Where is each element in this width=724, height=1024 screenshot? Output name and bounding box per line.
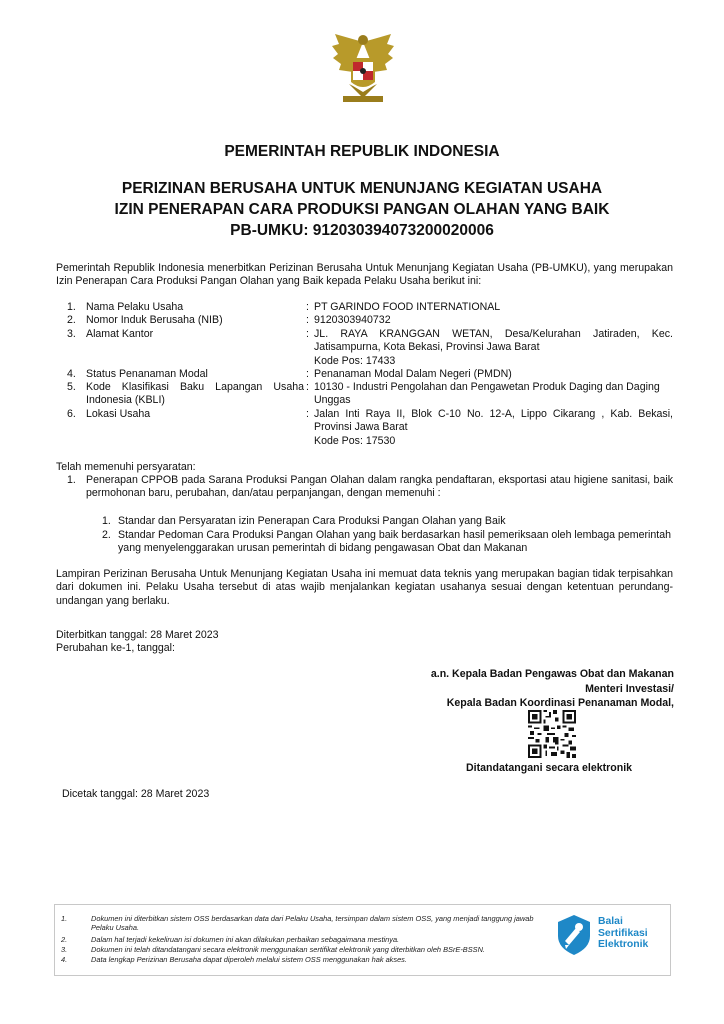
change-date: Perubahan ke-1, tanggal: — [56, 642, 175, 654]
item-number: 3. — [67, 328, 76, 340]
colon: : — [306, 314, 309, 326]
bsre-logo-text — [598, 916, 648, 951]
item-value-kbli — [306, 381, 673, 408]
nib-number: 9120303940732 — [314, 314, 391, 326]
footnote-number: 3. — [61, 945, 68, 954]
requirements-heading: Telah memenuhi persyaratan: — [56, 461, 196, 473]
investment-status: Penanaman Modal Dalam Negeri (PMDN) — [314, 368, 512, 380]
pb-umku-number: PB-UMKU: 912030394073200020006 — [230, 222, 494, 239]
bsre-line3: Elektronik — [598, 939, 649, 950]
sub-requirement-number: 2. — [102, 529, 111, 541]
footnote-number: 4. — [61, 955, 68, 964]
footnote-text: Dokumen ini telah ditandatangani secara elektronik menggunakan sertifikat elektronik yang diterbitkan oleh BSrE-BSSN. — [91, 945, 485, 954]
office-address: JL. RAYA KRANGGAN WETAN, Desa/Kelurahan Jatiraden, Kec. Jatisampurna, Kota Bekasi, Provinsi Jawa Barat — [314, 328, 673, 354]
document-title-line1: PERIZINAN BERUSAHA UNTUK MENUNJANG KEGIATAN USAHA — [121, 180, 603, 197]
colon: : — [306, 301, 309, 313]
signatory-line2: Menteri Investasi/ — [585, 683, 674, 695]
item-label-nib: Nomor Induk Berusaha (NIB) — [86, 314, 223, 326]
footnote-text: Data lengkap Perizinan Berusaha dapat diperoleh melalui sistem OSS menggunakan hak akses. — [91, 955, 407, 964]
sub-requirement-text: Standar dan Persyaratan izin Penerapan Cara Produksi Pangan Olahan yang Baik — [118, 515, 506, 527]
colon: : — [306, 381, 309, 393]
qr-code-icon — [528, 710, 576, 758]
electronic-signature-note: Ditandatangani secara elektronik — [466, 762, 633, 774]
item-number: 1. — [67, 301, 76, 313]
office-postal-code: Kode Pos: 17433 — [314, 354, 396, 367]
item-value-status — [306, 368, 673, 381]
intro-paragraph: Pemerintah Republik Indonesia menerbitkan Perizinan Berusaha Untuk Menunjang Kegiatan Usaha (PB-UMKU), yang merupakan Izin Penerapan Cara Produksi Pangan Olahan yang Baik kepada Pelaku Usaha berikut ini: — [56, 262, 673, 288]
bsre-logo-icon — [556, 914, 592, 956]
business-location: Jalan Inti Raya II, Blok C-10 No. 12-A, Lippo Cikarang , Kab. Bekasi, Provinsi Jawa Barat — [314, 408, 673, 434]
footnote-number: 1. — [61, 914, 68, 923]
footnote-number: 2. — [61, 935, 68, 944]
bsre-line2: Sertifikasi — [598, 927, 648, 939]
item-label-kbli: Kode Klasifikasi Baku Lapangan Usaha Indonesia (KBLI) — [86, 381, 304, 407]
item-number: 5. — [67, 381, 76, 393]
footnote-text: Dokumen ini diterbitkan sistem OSS berdasarkan data dari Pelaku Usaha, tersimpan dalam sistem OSS, yang menjadi tanggung jawab Pelaku Usaha. — [91, 914, 534, 932]
signatory-line1: a.n. Kepala Badan Pengawas Obat dan Makanan — [430, 668, 674, 680]
requirement-number: 1. — [67, 474, 76, 486]
printed-date: Dicetak tanggal: 28 Maret 2023 — [62, 788, 210, 800]
sub-requirement-text: Standar Pedoman Cara Produksi Pangan Olahan yang baik berdasarkan hasil pemeriksaan oleh lembaga pemerintah yang menyelenggarakan urusan pemerintah di bidang pengawasan Obat dan Makanan — [118, 529, 671, 555]
colon: : — [306, 328, 309, 340]
business-name: PT GARINDO FOOD INTERNATIONAL — [314, 301, 501, 313]
item-value-lokasi — [306, 408, 673, 448]
colon: : — [306, 408, 309, 420]
government-title: PEMERINTAH REPUBLIK INDONESIA — [224, 143, 500, 160]
document-title-line2: IZIN PENERAPAN CARA PRODUKSI PANGAN OLAHAN YANG BAIK — [114, 201, 610, 218]
signatory-line3: Kepala Badan Koordinasi Penanaman Modal, — [446, 697, 674, 709]
bsre-line1: Balai — [598, 916, 623, 927]
item-value-nama — [306, 301, 673, 314]
item-label-lokasi: Lokasi Usaha — [86, 408, 151, 420]
item-number: 4. — [67, 368, 76, 380]
item-number: 6. — [67, 408, 76, 420]
item-label-alamat: Alamat Kantor — [86, 328, 154, 340]
item-value-alamat — [306, 328, 673, 368]
garuda-emblem-icon — [329, 32, 397, 108]
footnote-text: Dalam hal terjadi kekeliruan isi dokumen ini akan dilakukan perbaikan sebagaimana mestinya. — [91, 935, 400, 944]
colon: : — [306, 368, 309, 380]
item-value-nib — [306, 314, 673, 327]
requirement-text: Penerapan CPPOB pada Sarana Produksi Pangan Olahan dalam rangka pendaftaran, eksportasi atau higiene sanitasi, baik permohonan baru, perubahan, dan/atau perpanjangan, dengan memenuhi : — [86, 474, 673, 500]
item-number: 2. — [67, 314, 76, 326]
item-label-status: Status Penanaman Modal — [86, 368, 208, 380]
attachment-paragraph: Lampiran Perizinan Berusaha Untuk Menunjang Kegiatan Usaha ini memuat data teknis yang merupakan bagian tidak terpisahkan dari dokumen ini. Pelaku Usaha tersebut di atas wajib menjalankan kegiatan usahanya sesuai dengan ketentuan perundang-undangan yang berlaku. — [56, 568, 673, 607]
sub-requirement-number: 1. — [102, 515, 111, 527]
issued-date: Diterbitkan tanggal: 28 Maret 2023 — [56, 629, 219, 641]
item-label-nama: Nama Pelaku Usaha — [86, 301, 184, 313]
kbli-code: 10130 - Industri Pengolahan dan Pengawetan Produk Daging dan Daging Unggas — [314, 381, 660, 407]
location-postal-code: Kode Pos: 17530 — [314, 434, 396, 447]
